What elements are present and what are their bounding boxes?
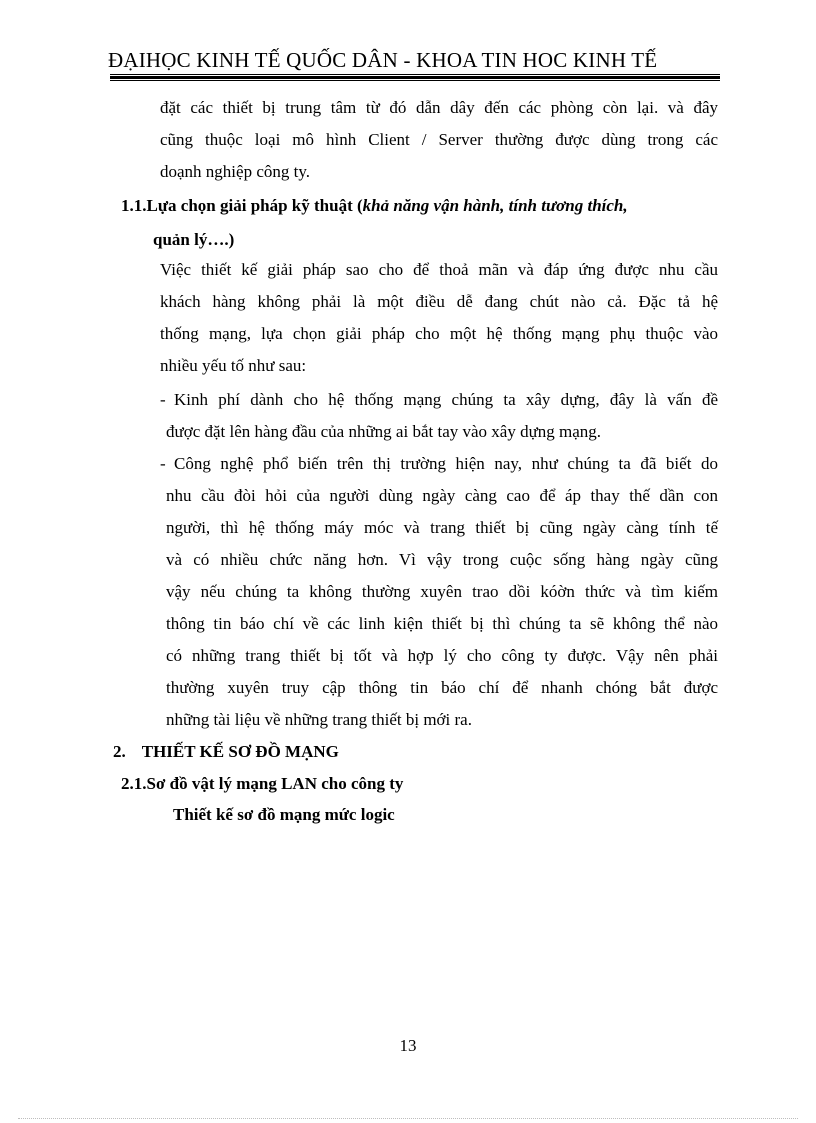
section-1-1-heading-line2 [153,224,234,256]
section-1-1-title-line2: quản lý….) [153,230,235,249]
section-2-1-title: Sơ đồ vật lý mạng LAN cho công ty [146,774,404,793]
intro-paragraph-end [160,156,718,188]
section-2-title: THIẾT KẾ SƠ ĐỒ MẠNG [141,742,339,761]
bullet-2-line-6: thông tin báo chí về các linh kiện thiết bị thì chúng ta sẽ không thể nào [166,614,718,633]
section-1-1-paragraph [160,254,718,350]
bullet-2-line-7: có những trang thiết bị tốt và hợp lý cho công ty được. Vậy nên phải [166,646,718,665]
bullet-2-line-9: những tài liệu về những trang thiết bị mới ra. [166,710,472,729]
section-1-1-heading [121,190,628,222]
section-2-number: 2. [113,742,126,761]
bullet-1-dash: - [160,390,166,409]
bullet-2-dash: - [160,454,166,473]
bullet-1-text [174,384,718,416]
intro-line-1: đặt các thiết bị trung tâm từ đó dẫn dây đến các phòng còn lại. và đây [160,98,718,117]
page-number: 13 [399,1036,417,1055]
bullet-2-line-1: Công nghệ phổ biến trên thị trường hiện nay, như chúng ta đã biết do [174,454,718,473]
section-1-1-title-italic: khả năng vận hành, tính tương thích, [362,196,628,215]
intro-paragraph [160,92,718,156]
page-header-title: ĐẠIHỌC KINH TẾ QUỐC DÂN - KHOA TIN HOC KINH TẾ [108,48,658,72]
bullet-1-line-2: được đặt lên hàng đầu của những ai bắt tay vào xây dựng mạng. [166,422,602,441]
bullet-2-line-8: thường xuyên truy cập thông tin báo chí để nhanh chóng bắt được [166,678,718,697]
section-1-1-title: Lựa chọn giải pháp kỹ thuật ( [146,196,363,215]
intro-line-3: doạnh nghiệp công ty. [160,162,310,181]
header-rule-thick [110,76,720,79]
bullet-2-text [166,480,718,704]
paragraph-line-2: khách hàng không phải là một điều dễ đang chút nào cả. Đặc tả hệ [160,292,718,311]
section-2-heading [113,736,339,768]
bullet-2-line-4: và có nhiều chức năng hơn. Vì vậy trong cuộc sống hàng ngày cũng [166,550,718,569]
bullet-1-line-1: Kinh phí dành cho hệ thống mạng chúng ta xây dựng, đây là vấn đề [174,390,718,409]
header-rule-top [110,74,720,75]
section-1-1-paragraph-end [160,350,718,382]
bullet-2-line-3: người, thì hệ thống máy móc và trang thiết bị cũng ngày càng tính tế [166,518,718,537]
bullet-2-line-5: vậy nếu chúng ta không thường xuyên trao dồi kóờn thức và tìm kiếm [166,582,718,601]
bullet-2-line-2: nhu cầu đòi hỏi của người dùng ngày càng cao để áp thay thế dần con [166,486,718,505]
paragraph-line-4: nhiều yếu tố như sau: [160,356,307,375]
section-2-1-subtitle: Thiết kế sơ đồ mạng mức logic [173,805,395,824]
bullet-2-text-first [174,448,718,480]
page-bottom-edge [18,1118,798,1119]
section-2-1-heading [121,768,403,800]
section-2-1-number: 2.1. [121,774,147,793]
paragraph-line-3: thống mạng, lựa chọn giải pháp cho một hệ thống mạng phụ thuộc vào [160,324,718,343]
section-1-1-number: 1.1. [121,196,147,215]
bullet-2-text-end [166,704,718,736]
paragraph-line-1: Việc thiết kế giải pháp sao cho để thoả mãn và đáp ứng được nhu cầu [160,260,718,279]
bullet-1-text-end [166,416,718,448]
intro-line-2: cũng thuộc loại mô hình Client / Server thường được dùng trong các [160,130,718,149]
header-rule-bottom [110,80,720,81]
